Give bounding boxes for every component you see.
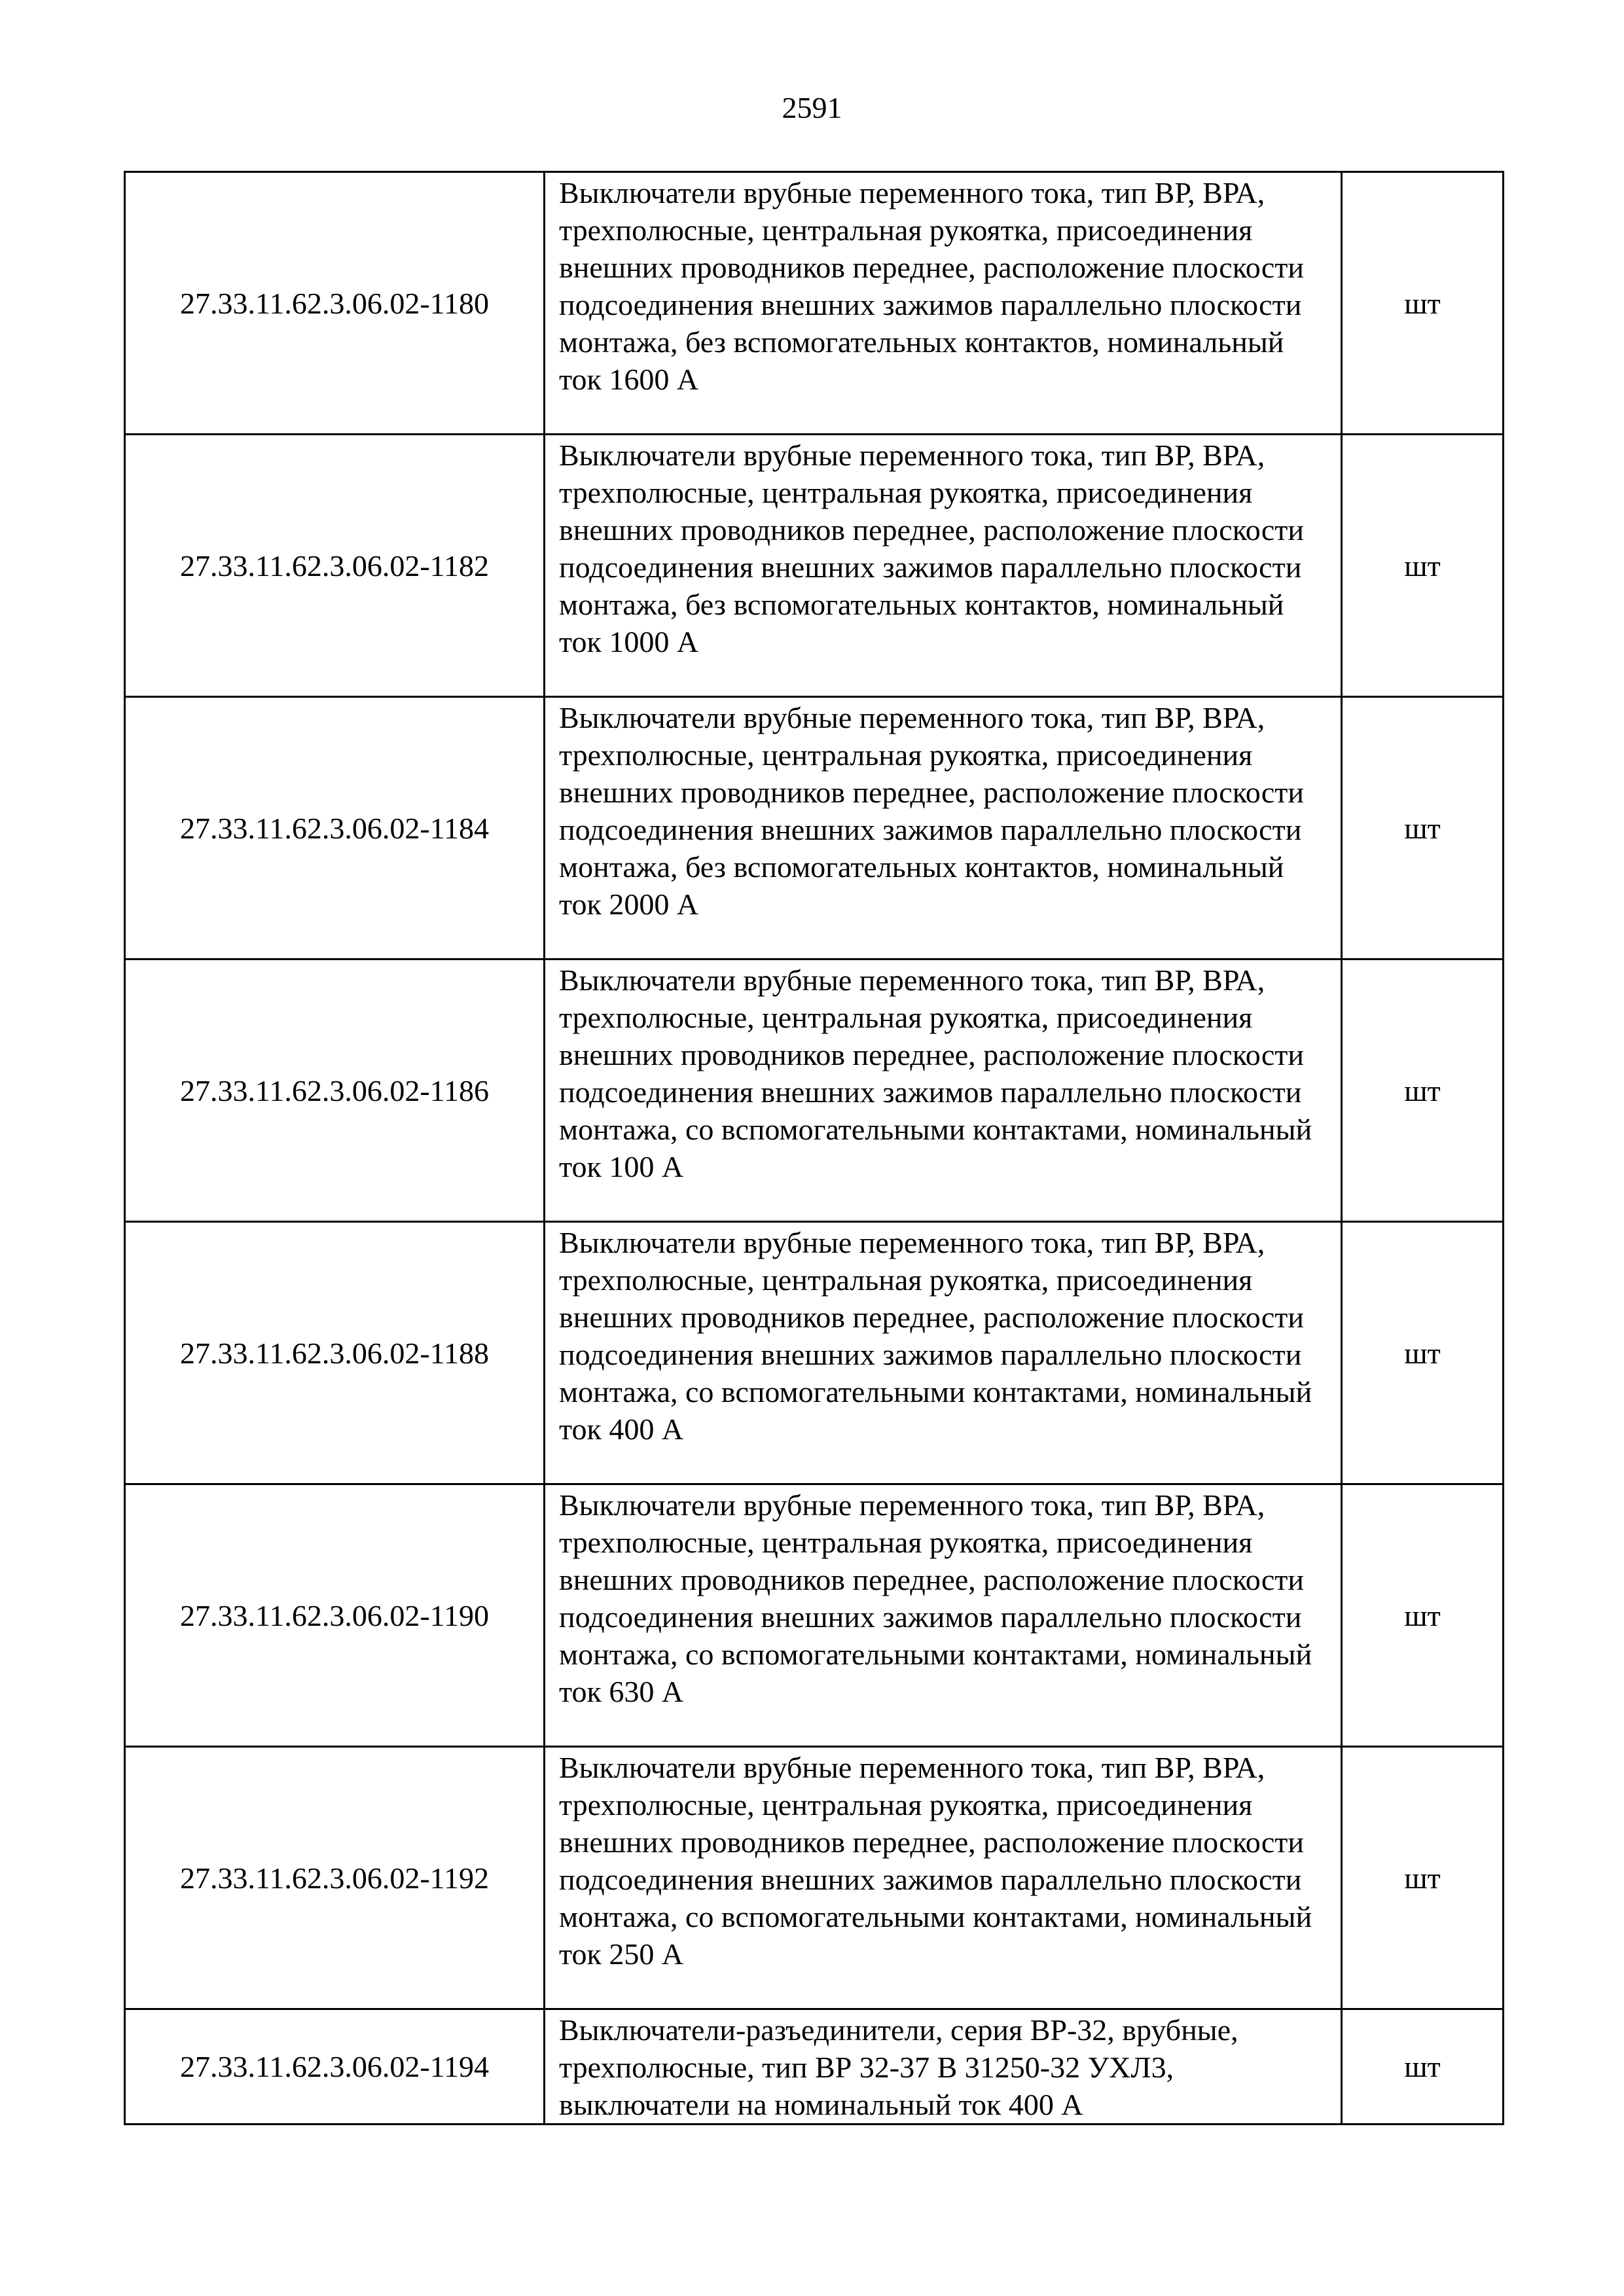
resource-code: 27.33.11.62.3.06.02-1180 bbox=[125, 172, 545, 435]
resource-description: Выключатели-разъединители, серия ВР-32, врубные, трехполюсные, тип ВР 32-37 В 31250-32 УХЛ3, выключатели на номинальный ток 400 А bbox=[545, 2009, 1342, 2125]
unit-of-measure: шт bbox=[1342, 1484, 1504, 1747]
resource-code: 27.33.11.62.3.06.02-1184 bbox=[125, 697, 545, 960]
resource-code: 27.33.11.62.3.06.02-1188 bbox=[125, 1222, 545, 1484]
resource-description: Выключатели врубные переменного тока, тип ВР, ВРА, трехполюсные, центральная рукоятка, присоединения внешних проводников переднее, расположение плоскости подсоединения внешних зажимов параллельно плоскости монтажа, со вспомогательными контактами, номинальный ток 630 А bbox=[545, 1484, 1342, 1747]
table-row bbox=[125, 697, 1504, 960]
resource-description: Выключатели врубные переменного тока, тип ВР, ВРА, трехполюсные, центральная рукоятка, присоединения внешних проводников переднее, расположение плоскости подсоединения внешних зажимов параллельно плоскости монтажа, без вспомогательных контактов, номинальный ток 2000 А bbox=[545, 697, 1342, 960]
resource-code: 27.33.11.62.3.06.02-1192 bbox=[125, 1747, 545, 2009]
unit-of-measure: шт bbox=[1342, 435, 1504, 697]
resource-code: 27.33.11.62.3.06.02-1194 bbox=[125, 2009, 545, 2125]
resource-code: 27.33.11.62.3.06.02-1186 bbox=[125, 960, 545, 1222]
resource-description: Выключатели врубные переменного тока, тип ВР, ВРА, трехполюсные, центральная рукоятка, присоединения внешних проводников переднее, расположение плоскости подсоединения внешних зажимов параллельно плоскости монтажа, со вспомогательными контактами, номинальный ток 100 А bbox=[545, 960, 1342, 1222]
table-row bbox=[125, 172, 1504, 435]
resource-description: Выключатели врубные переменного тока, тип ВР, ВРА, трехполюсные, центральная рукоятка, присоединения внешних проводников переднее, расположение плоскости подсоединения внешних зажимов параллельно плоскости монтажа, без вспомогательных контактов, номинальный ток 1600 А bbox=[545, 172, 1342, 435]
resource-description: Выключатели врубные переменного тока, тип ВР, ВРА, трехполюсные, центральная рукоятка, присоединения внешних проводников переднее, расположение плоскости подсоединения внешних зажимов параллельно плоскости монтажа, со вспомогательными контактами, номинальный ток 400 А bbox=[545, 1222, 1342, 1484]
table-row bbox=[125, 2009, 1504, 2125]
resource-description: Выключатели врубные переменного тока, тип ВР, ВРА, трехполюсные, центральная рукоятка, присоединения внешних проводников переднее, расположение плоскости подсоединения внешних зажимов параллельно плоскости монтажа, со вспомогательными контактами, номинальный ток 250 А bbox=[545, 1747, 1342, 2009]
resource-table bbox=[124, 171, 1504, 2125]
resource-code: 27.33.11.62.3.06.02-1190 bbox=[125, 1484, 545, 1747]
page-number: 2591 bbox=[782, 91, 842, 124]
unit-of-measure: шт bbox=[1342, 1222, 1504, 1484]
unit-of-measure: шт bbox=[1342, 172, 1504, 435]
table-row bbox=[125, 1222, 1504, 1484]
table-row bbox=[125, 1484, 1504, 1747]
table-row bbox=[125, 1747, 1504, 2009]
table-row bbox=[125, 960, 1504, 1222]
unit-of-measure: шт bbox=[1342, 960, 1504, 1222]
unit-of-measure: шт bbox=[1342, 697, 1504, 960]
resource-description: Выключатели врубные переменного тока, тип ВР, ВРА, трехполюсные, центральная рукоятка, присоединения внешних проводников переднее, расположение плоскости подсоединения внешних зажимов параллельно плоскости монтажа, без вспомогательных контактов, номинальный ток 1000 А bbox=[545, 435, 1342, 697]
unit-of-measure: шт bbox=[1342, 2009, 1504, 2125]
unit-of-measure: шт bbox=[1342, 1747, 1504, 2009]
table-row bbox=[125, 435, 1504, 697]
resource-code: 27.33.11.62.3.06.02-1182 bbox=[125, 435, 545, 697]
